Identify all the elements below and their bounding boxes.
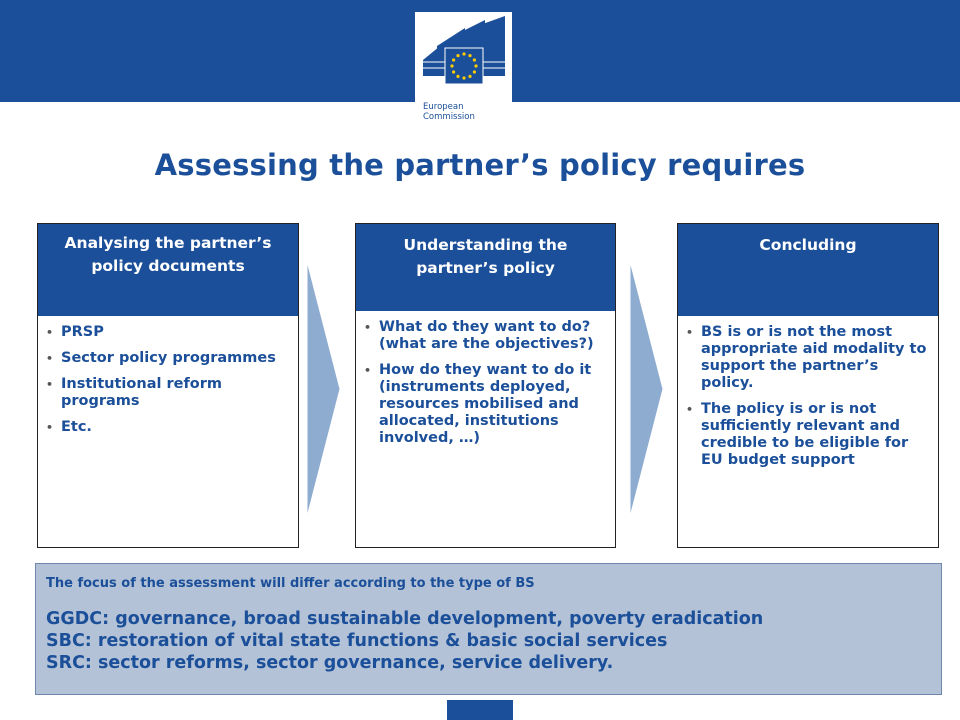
focus-line-ggdc: GGDC: governance, broad sustainable development, poverty eradication [46,609,764,629]
bullet-icon: • [46,326,54,339]
list-item: • How do they want to do it (instruments deployed, resources mobilised and allocated, institutions involved, …) [364,362,592,446]
column-concluding [677,223,939,548]
bullet-icon: • [686,326,694,339]
list-item: • Sector policy programmes [46,350,276,366]
footer-tab [447,700,513,720]
list-item: • BS is or is not the most appropriate aid modality to support the partner’s policy. [686,324,927,391]
bullet-icon: • [46,378,54,391]
list-item: • Institutional reform programs [46,376,223,409]
bullet-icon: • [46,352,54,365]
bullet-icon: • [686,403,694,416]
logo-line-1: European [423,102,464,112]
bullet-icon: • [364,321,372,334]
focus-line-src: SRC: sector reforms, sector governance, service delivery. [46,653,614,673]
list-item: • What do they want to do? (what are the objectives?) [364,319,594,352]
logo-line-2: Commission [423,112,475,122]
focus-line-sbc: SBC: restoration of vital state functions & basic social services [46,631,668,651]
column-list [678,316,938,469]
arrow-right-icon [306,260,342,518]
assessment-focus-box [35,563,942,695]
column-list [356,311,615,447]
arrow-right-icon [629,260,665,518]
slide-title: Assessing the partner’s policy requires [154,148,806,182]
list-item: • The policy is or is not sufficiently relevant and credible to be eligible for EU budget support [686,401,909,468]
bullet-icon: • [364,364,372,377]
list-item: • PRSP [46,324,104,340]
column-analysing [37,223,299,548]
focus-intro: The focus of the assessment will differ according to the type of BS [46,576,535,591]
column-header: Analysing the partner’s policy documents [38,224,298,316]
column-header: Understanding the partner’s policy [356,224,615,311]
commission-building-icon [415,12,512,98]
list-item: • Etc. [46,419,92,435]
bullet-icon: • [46,421,54,434]
column-understanding [355,223,616,548]
column-list [38,316,298,436]
column-header: Concluding [678,224,938,316]
european-commission-logo [415,12,512,134]
